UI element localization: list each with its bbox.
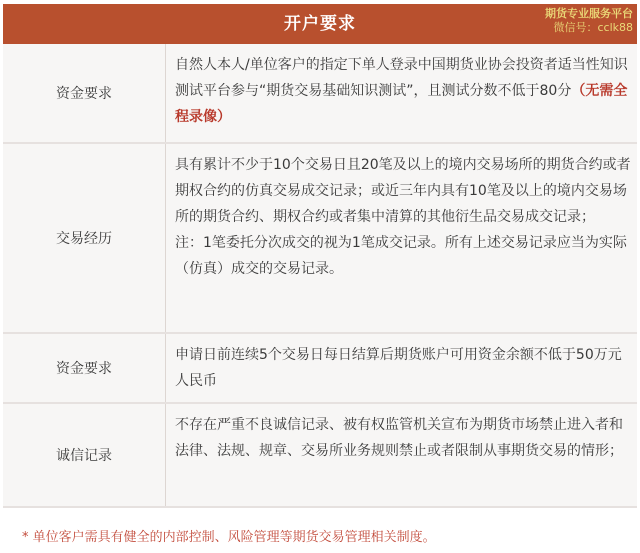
- row-content-text: 具有累计不少于10个交易日且20笔及以上的境内交易场所的期货合约或者期权合约的仿真交易成交记录；或近三年内具有10笔及以上的境内交易场所的期货合约、期权合约或者集中清算的其他衍生品交易成交记录；: [175, 157, 631, 225]
- row-content: [166, 44, 637, 142]
- row-label: 资金要求: [3, 44, 166, 142]
- row-label: 交易经历: [3, 144, 166, 332]
- header-title: 开户要求: [284, 14, 356, 34]
- watermark-platform: 期货专业服务平台: [545, 7, 633, 20]
- row-content: [166, 404, 637, 506]
- footnote: [22, 526, 436, 545]
- table-row-credit-record: [3, 404, 637, 508]
- requirements-table: [3, 44, 637, 508]
- table-header: [3, 4, 637, 44]
- table-row-funds-balance: [3, 334, 637, 404]
- no-recording-note: （无需全程录像）: [175, 83, 628, 125]
- table-row-trading-experience: [3, 144, 637, 334]
- row-label: 诚信记录: [3, 404, 166, 506]
- footnote-text: 单位客户需具有健全的内部控制、风险管理等期货交易管理相关制度。: [32, 530, 436, 545]
- watermark: [545, 7, 633, 35]
- table-row-funds-test: [3, 44, 637, 144]
- row-note-text: 注：1笔委托分次成交的视为1笔成交记录。所有上述交易记录应当为实际（仿真）成交的交易记录。: [175, 235, 627, 277]
- row-content-text: 自然人本人/单位客户的指定下单人登录中国期货业协会投资者适当性知识测试平台参与“期货交易基础知识测试”，且测试分数不低于80分: [175, 57, 628, 99]
- footnote-asterisk: *: [22, 530, 29, 545]
- watermark-wechat-id: 微信号：cclk88: [553, 21, 633, 34]
- row-content-text: 申请日前连续5个交易日每日结算后期货账户可用资金余额不低于50万元人民币: [175, 347, 622, 389]
- row-content-text: 不存在严重不良诚信记录、被有权监管机关宣布为期货市场禁止进入者和法律、法规、规章、交易所业务规则禁止或者限制从事期货交易的情形；: [175, 417, 623, 459]
- row-label: 资金要求: [3, 334, 166, 402]
- row-content: [166, 144, 637, 332]
- row-content: [166, 334, 637, 402]
